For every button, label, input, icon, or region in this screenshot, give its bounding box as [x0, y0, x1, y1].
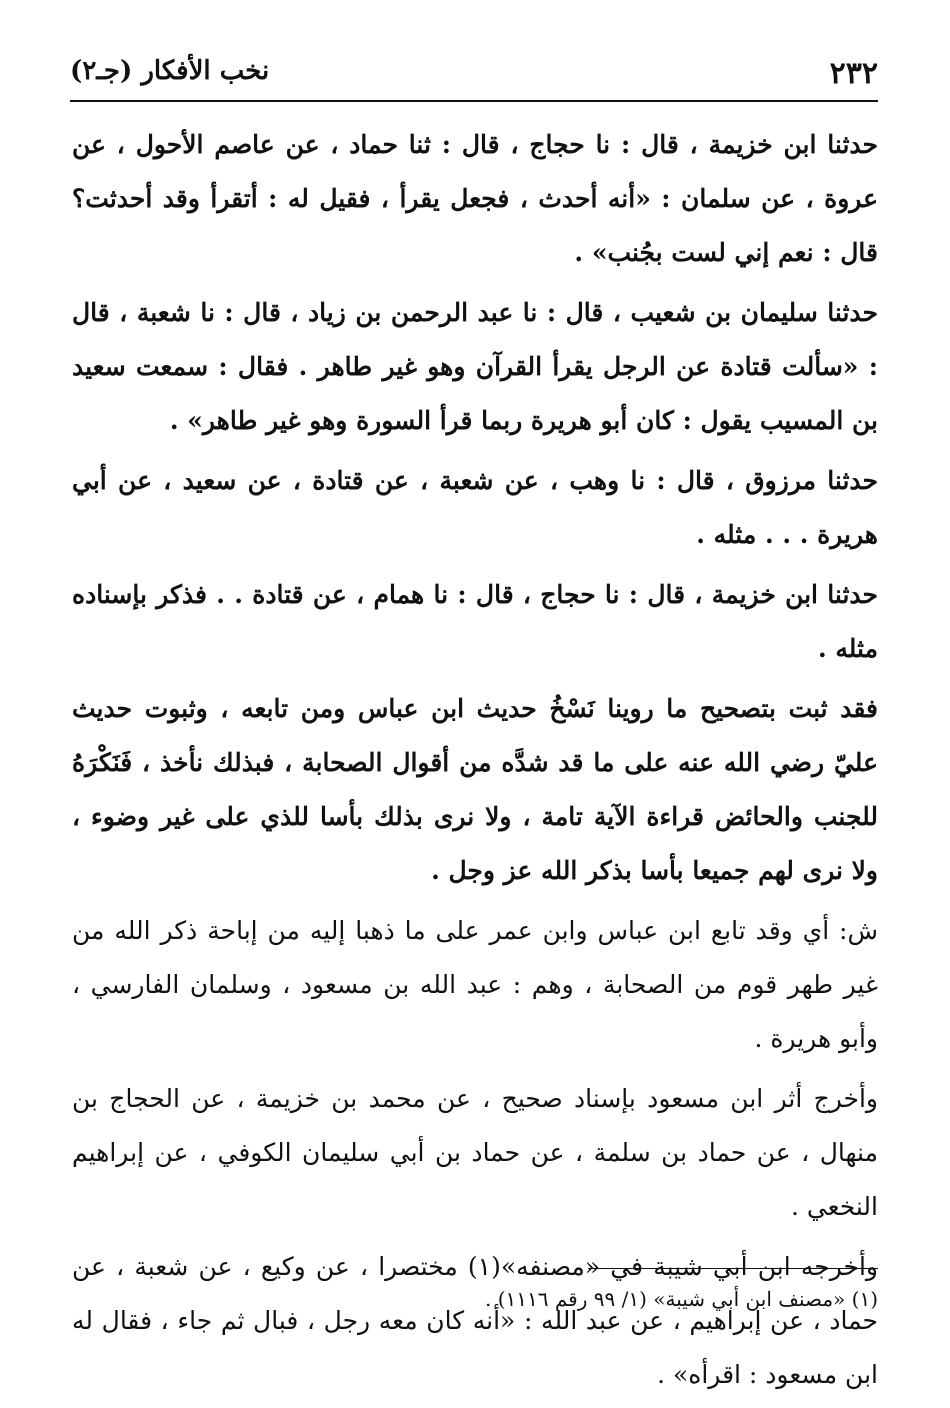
paragraph-3: حدثنا مرزوق ، قال : نا وهب ، عن شعبة ، عن قتادة ، عن سعيد ، عن أبي هريرة . . . مثله . — [72, 466, 878, 549]
header-rule — [70, 100, 878, 102]
paragraph-8: وأخرجه ابن أبي شيبة في «مصنفه»(١) مختصرا ، عن وكيع ، عن شعبة ، عن حماد ، عن إبراهيم ، عن عبد الله : «أنه كان معه رجل ، فبال ثم جاء ، فقال له ابن مسعود : اقرأه» . — [72, 1252, 878, 1389]
paragraph-2: حدثنا سليمان بن شعيب ، قال : نا عبد الرحمن بن زياد ، قال : نا شعبة ، قال : «سألت قتادة عن الرجل يقرأ القرآن وهو غير طاهر . فقال : سمعت سعيد بن المسيب يقول : كان أبو هريرة ربما قرأ السورة وهو غير طاهر» . — [72, 298, 878, 435]
body-text — [72, 118, 878, 1408]
paragraph-7: وأخرج أثر ابن مسعود بإسناد صحيح ، عن محمد بن خزيمة ، عن الحجاج بن منهال ، عن حماد بن سلمة ، عن حماد بن أبي سليمان الكوفي ، عن إبراهيم النخعي . — [72, 1084, 878, 1221]
running-header — [70, 48, 878, 94]
paragraph-5: فقد ثبت بتصحيح ما روينا نَسْخُ حديث ابن عباس ومن تابعه ، وثبوت حديث عليّ رضي الله عنه على ما قد شدَّه من أقوال الصحابة ، فبذلك نأخذ ، فَنَكْرَهُ للجنب والحائض قراءة الآية تامة ، ولا نرى بذلك بأسا للذي على غير وضوء ، ولا نرى لهم جميعا بأسا بذكر الله عز وجل . — [72, 694, 878, 885]
footnote: (١) «مصنف ابن أبي شيبة» (١/ ٩٩ رقم ١١١٦) . — [484, 1287, 878, 1311]
footnote-rule — [588, 1268, 878, 1269]
paragraph-6: ش: أي وقد تابع ابن عباس وابن عمر على ما ذهبا إليه من إباحة ذكر الله من غير طهر قوم من الصحابة ، وهم : عبد الله بن مسعود ، وسلمان الفارسي ، وأبو هريرة . — [72, 916, 878, 1053]
paragraph-4: حدثنا ابن خزيمة ، قال : نا حجاج ، قال : نا همام ، عن قتادة . . فذكر بإسناده مثله . — [72, 580, 878, 663]
page-number: ٢٣٢ — [829, 56, 878, 91]
book-title: نخب الأفكار (جـ٢) — [70, 56, 270, 86]
paragraph-1: حدثنا ابن خزيمة ، قال : نا حجاج ، قال : ثنا حماد ، عن عاصم الأحول ، عن عروة ، عن سلمان : «أنه أحدث ، فجعل يقرأ ، فقيل له : أتقرأ وقد أحدثت؟ قال : نعم إني لست بجُنب» . — [72, 130, 878, 267]
